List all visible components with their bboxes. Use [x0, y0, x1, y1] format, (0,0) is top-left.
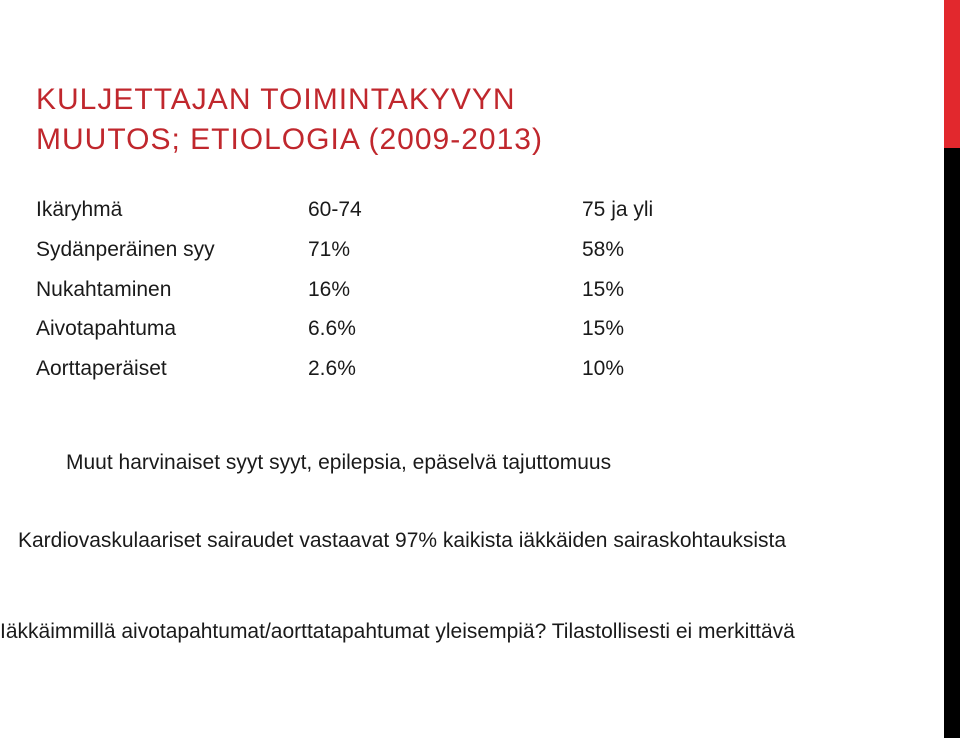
- header-cell-category: Ikäryhmä: [36, 198, 123, 221]
- row-label: Nukahtaminen: [36, 278, 172, 301]
- row-value-75-plus: 10%: [582, 357, 625, 380]
- note-other-causes: Muut harvinaiset syyt syyt, epilepsia, epäselvä tajuttomuus: [66, 451, 612, 474]
- row-value-60-74: 71%: [308, 238, 351, 261]
- row-label: Sydänperäinen syy: [36, 238, 215, 261]
- table-row: [36, 314, 656, 344]
- row-value-75-plus: 58%: [582, 238, 625, 261]
- header-cell-age-60-74: 60-74: [308, 198, 362, 221]
- slide-title-line-1: KULJETTAJAN TOIMINTAKYVYN: [36, 83, 516, 116]
- table-row: [36, 235, 656, 265]
- table-header-row: [36, 195, 656, 225]
- row-value-75-plus: 15%: [582, 278, 625, 301]
- slide-title: [36, 80, 543, 160]
- table-row: [36, 275, 656, 305]
- table-row: [36, 354, 656, 384]
- slide-title-line-2: MUUTOS; ETIOLOGIA (2009-2013): [36, 123, 543, 156]
- row-value-75-plus: 15%: [582, 317, 625, 340]
- row-value-60-74: 2.6%: [308, 357, 356, 380]
- note-cardiovascular: Kardiovaskulaariset sairaudet vastaavat 97% kaikista iäkkäiden sairaskohtauksista: [18, 529, 787, 552]
- row-label: Aorttaperäiset: [36, 357, 167, 380]
- right-edge-accent: [944, 0, 960, 148]
- row-label: Aivotapahtuma: [36, 317, 177, 340]
- note-elderly-stroke: Iäkkäimmillä aivotapahtumat/aorttatapahtumat yleisempiä? Tilastollisesti ei merkittävä: [0, 620, 795, 643]
- row-value-60-74: 6.6%: [308, 317, 356, 340]
- header-cell-age-75-plus: 75 ja yli: [582, 198, 654, 221]
- row-value-60-74: 16%: [308, 278, 351, 301]
